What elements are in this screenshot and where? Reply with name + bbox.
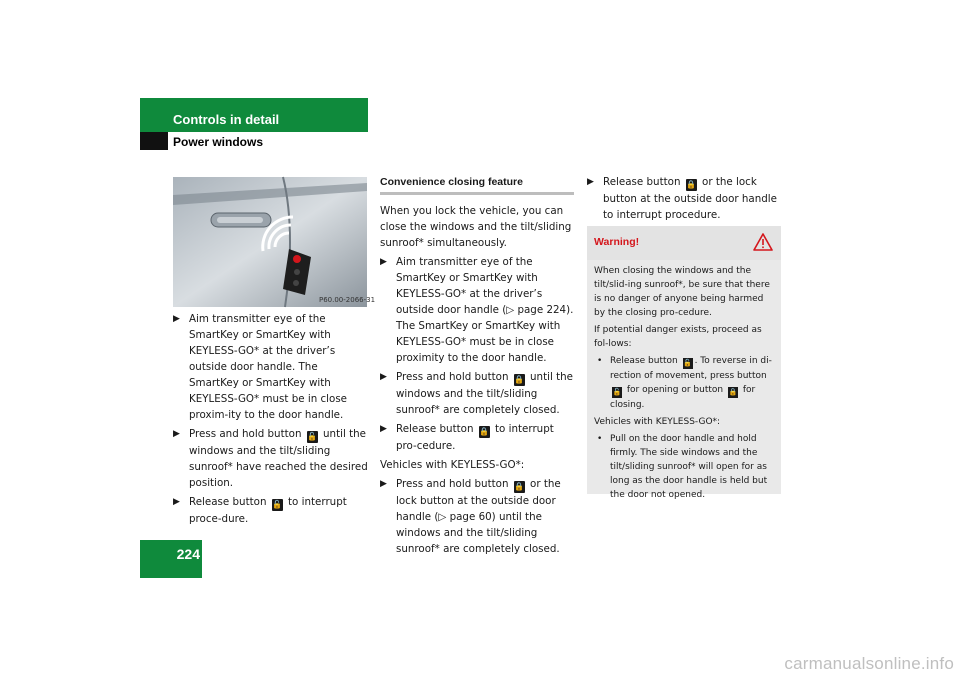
- list-item: ▶ Aim transmitter eye of the SmartKey or SmartKey with KEYLESS-GO* at the driver’s outside door handle (▷ page 224). The SmartKey or SmartKey with KEYLESS-GO* must be in close proximity to the door handle.: [380, 256, 574, 364]
- lock-button-icon: 🔒: [514, 375, 525, 384]
- triangle-bullet-icon: ▶: [173, 429, 180, 439]
- column-3: [587, 174, 783, 226]
- triangle-bullet-icon: ▶: [173, 314, 180, 324]
- list-item: • Pull on the door handle and hold firmly. The side windows and the tilt/sliding sunroof* will open for as long as the door handle is held but the door not opened.: [597, 434, 768, 500]
- section-title: Controls in detail: [173, 112, 280, 127]
- warning-body: [594, 264, 774, 505]
- list-item: ▶ Press and hold button 🔒 or the lock button at the outside door handle (▷ page 60) until the windows and the tilt/sliding sunroof* are completely closed.: [380, 478, 561, 555]
- triangle-bullet-icon: ▶: [380, 424, 387, 434]
- watermark: carmanualsonline.info: [784, 654, 954, 673]
- lock-button-icon: 🔒: [686, 180, 697, 189]
- list-item: ▶ Aim transmitter eye of the SmartKey or SmartKey with KEYLESS-GO* at the driver’s outside door handle. The SmartKey or SmartKey with KEYLESS-GO* must be in close proxim-ity to the door handle.: [173, 313, 348, 421]
- warning-paragraph: When closing the windows and the tilt/slid-ing sunroof*, be sure that there is no danger of anyone being harmed by the closing pro-cedure.: [594, 266, 770, 318]
- figure-code: P60.00-2066-31: [319, 296, 376, 304]
- unlock-button-icon: 🔓: [683, 359, 692, 367]
- lock-button-icon: 🔒: [479, 427, 490, 436]
- keyless-go-label: Vehicles with KEYLESS-GO*:: [380, 459, 525, 471]
- list-item: ▶ Press and hold button 🔒 until the windows and the tilt/sliding sunroof* are completely closed.: [380, 371, 574, 416]
- subsection-title: Power windows: [173, 135, 264, 149]
- lock-button-icon: 🔒: [728, 388, 738, 396]
- intro-paragraph: When you lock the vehicle, you can close the windows and the tilt/sliding sunroof* simultaneously.: [380, 205, 572, 249]
- list-item: ▶ Press and hold button 🔓 until the windows and the tilt/sliding sunroof* have reached the desired position.: [173, 428, 368, 489]
- dot-bullet-icon: •: [597, 356, 603, 366]
- list-item: • Release button 🔓 . To reverse in di-rection of movement, press button 🔓 for opening or button 🔒 for closing.: [597, 356, 772, 410]
- convenience-closing-heading: Convenience closing feature: [380, 174, 574, 195]
- unlock-button-icon: 🔓: [272, 500, 283, 509]
- list-item: ▶ Release button 🔒 or the lock button at the outside door handle to interrupt procedure.: [587, 176, 777, 221]
- list-item: ▶ Release button 🔒 to interrupt pro-cedure.: [380, 423, 554, 452]
- lock-button-icon: 🔒: [514, 482, 525, 491]
- triangle-bullet-icon: ▶: [380, 372, 387, 382]
- warning-header: [587, 226, 781, 260]
- warning-triangle-icon: [753, 232, 773, 252]
- smartkey-door-photo: [173, 177, 376, 307]
- triangle-bullet-icon: ▶: [587, 177, 594, 187]
- warning-paragraph: If potential danger exists, proceed as fol-lows:: [594, 325, 762, 349]
- subsection-marker: [140, 132, 168, 150]
- page-number: 224: [176, 546, 200, 562]
- dot-bullet-icon: •: [597, 434, 603, 444]
- car-door-illustration: [173, 177, 376, 307]
- triangle-bullet-icon: ▶: [173, 497, 180, 507]
- warning-box: [587, 226, 781, 500]
- keyless-go-label: Vehicles with KEYLESS-GO*:: [594, 417, 721, 427]
- column-2: [380, 174, 574, 560]
- unlock-button-icon: 🔓: [612, 388, 622, 396]
- list-item: ▶ Release button 🔓 to interrupt proce-dure.: [173, 496, 347, 525]
- column-1: [173, 311, 369, 530]
- warning-title: Warning!: [594, 236, 640, 248]
- triangle-bullet-icon: ▶: [380, 479, 387, 489]
- triangle-bullet-icon: ▶: [380, 257, 387, 267]
- unlock-button-icon: 🔓: [307, 432, 318, 441]
